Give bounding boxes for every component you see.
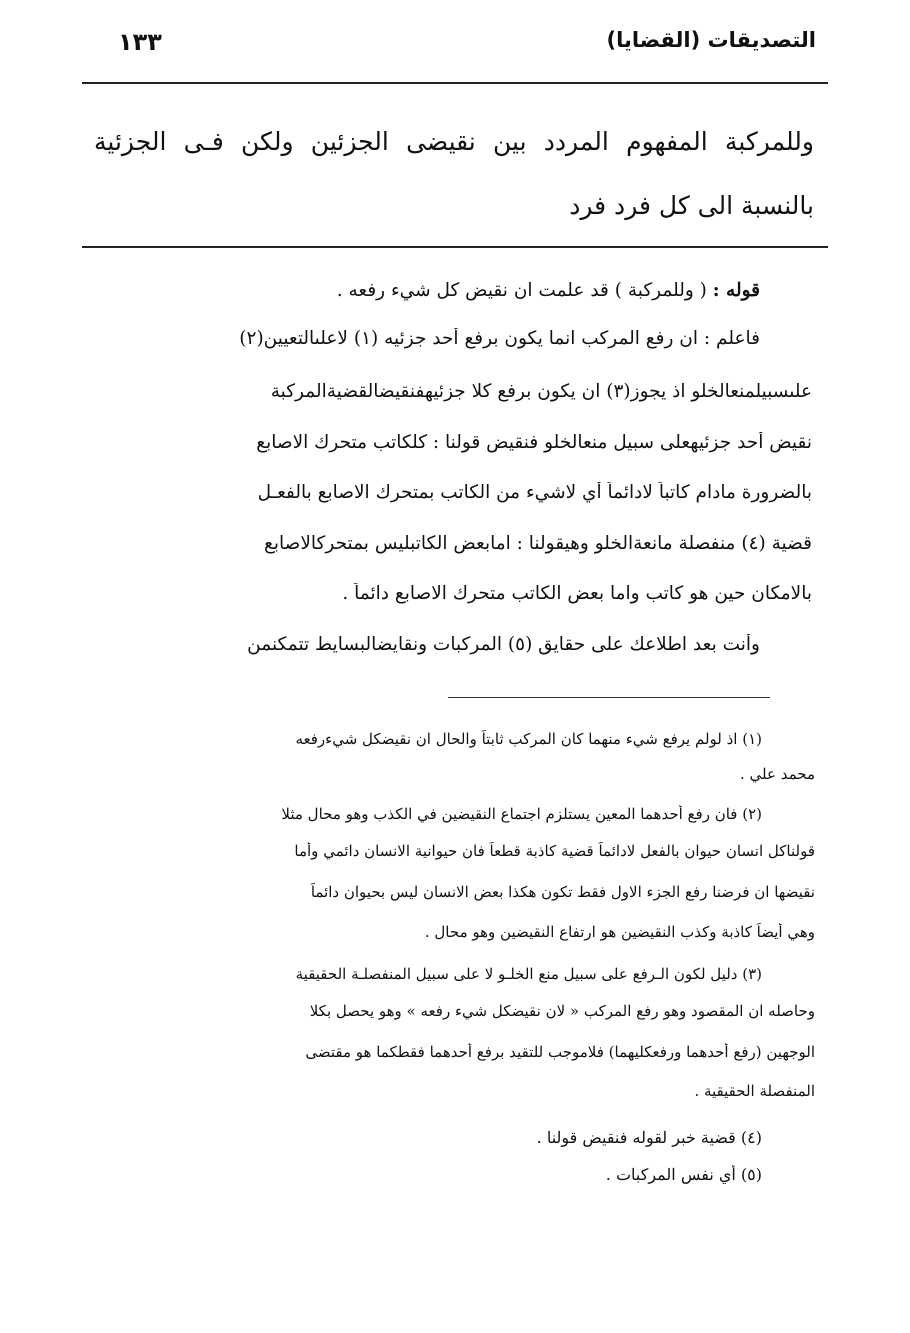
footnote-line: محمد علي . — [740, 765, 815, 783]
footnote-line: وحاصله ان المقصود وهو رفع المركب « لان نقيضكل شيء رفعه » وهو يحصل بكلا — [309, 1002, 815, 1020]
sharh-line-rest: ( وللمركبة ) قد علمت ان نقيض كل شيء رفعه . — [336, 280, 707, 301]
header-rule — [82, 82, 828, 84]
sharh-line: وأنت بعد اطلاعك على حقايق (٥) المركبات ونقايضالبسايط تتمكنمن — [247, 634, 760, 655]
sharh-line: فاعلم : ان رفع المركب انما يكون برفع أحد جزئيه (١) لاعلىالتعيين(٢) — [239, 328, 760, 349]
footnote-line: وهي أيضاً كاذبة وكذب النقيضين هو ارتفاع النقيضين وهو محال . — [424, 923, 815, 941]
sharh-line — [120, 280, 760, 301]
footnote-line: الوجهين (رفع أحدهما ورفعكليهما) فلاموجب للتقيد برفع أحدهما فقطكما هو مقتضى — [305, 1043, 815, 1061]
footnote-separator — [448, 697, 770, 698]
footnote-line: (١) اذ لولم يرفع شيء منهما كان المركب ثابتاً والحال ان نقيضكل شيءرفعه — [295, 730, 762, 748]
sharh-line: نقيض أحد جزئيهعلى سبيل منعالخلو فنقيض قولنا : كلكاتب متحرك الاصابع — [256, 432, 812, 453]
sharh-line: علىسبيلمنعالخلو اذ يجوز(٣) ان يكون برفع كلا جزئيهفنقيضالقضيةالمركبة — [270, 381, 812, 402]
sharh-line: قضية (٤) منفصلة مانعةالخلو وهيقولنا : امابعض الكاتبليس بمتحركالاصابع — [264, 533, 812, 554]
footnote-line: المنفصلة الحقيقية . — [694, 1082, 815, 1100]
qawluh-label: قوله : — [712, 280, 760, 301]
footnote-line: (٥) أي نفس المركبات . — [605, 1165, 762, 1184]
sharh-line: بالامكان حين هو كاتب واما بعض الكاتب متحرك الاصابع دائماً . — [342, 583, 812, 604]
sharh-line: بالضرورة مادام كاتباً لادائماً أي لاشيء من الكاتب بمتحرك الاصابع بالفعـل — [257, 482, 812, 503]
footnote-line: (٢) فان رفع أحدهما المعين يستلزم اجتماع النقيضين في الكذب وهو محال مثلا — [281, 805, 762, 823]
matn-divider — [82, 246, 828, 248]
running-title: التصديقات (القضايا) — [606, 28, 816, 52]
footnote-line: نقيضها ان فرضنا رفع الجزء الاول فقط تكون هكذا بعض الانسان ليس بحيوان دائماً — [310, 883, 815, 901]
matn-text: وللمركبة المفهوم المردد بين نقيضى الجزئين ولكن فـى الجزئية بالنسبة الى كل فرد فرد — [94, 127, 814, 220]
page-number: ١٣٣ — [118, 28, 162, 56]
footnote-line: (٤) قضية خبر لقوله فنقيض قولنا . — [536, 1128, 762, 1147]
footnote-line: (٣) دليل لكون الـرفع على سبيل منع الخلـو لا على سبيل المنفصلـة الحقيقية — [295, 965, 762, 983]
footnote-line: قولناكل انسان حيوان بالفعل لادائماً قضية كاذبة قطعاً فان حيوانية الانسان دائمي وأما — [294, 842, 815, 860]
